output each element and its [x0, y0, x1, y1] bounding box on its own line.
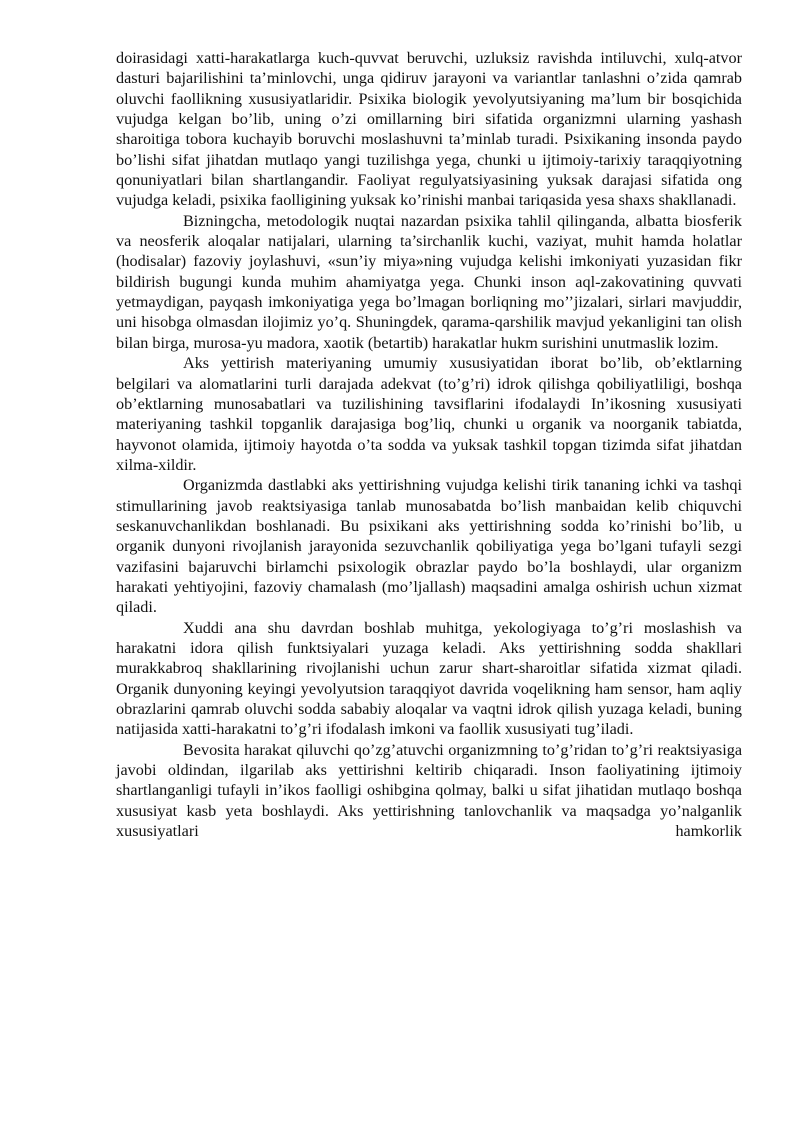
paragraph-aks-yettirish: Aks yettirish materiyaning umumiy xususiyatidan iborat bo’lib, ob’ektlarning belgilari va alomatlarini turli darajada adekvat (to’g’ri) idrok qilishga qobiliyatliligi, boshqa ob’ektlarning munosabatlari va tuzilishining tavsiflarini ifodalaydi In’ikosning xususiyati materiyaning tashkil topganlik darajasiga bog’liq, chunki u organik va noorganik tabiatda, hayvonot olamida, ijtimoiy hayotda o’ta sodda va yuksak tashkil topgan tizimda sifat jihatdan xilma-xildir.	[116, 354, 742, 474]
paragraph-psixika-tahlili: Bizningcha, metodologik nuqtai nazardan psixika tahlil qilinganda, albatta biosferik va neosferik aloqalar natijalari, ularning ta’sirchanlik kuchi, vaziyat, muhit hamda holatlar (hodisalar) fazoviy joylashuvi, «sun’iy miya»ning vujudga kelishi imkoniyati yuzasidan fikr bildirish bugungi kunda muhim ahamiyatga yega. Chunki inson aql-zakovatining quvvati yetmaydigan, payqash imkoniyatiga yega bo’lmagan borliqning mo’’jizalari, sirlari mavjuddir, uni hisobga olmasdan ilojimiz yo’q. Shuningdek, qarama-qarshilik mavjud yekanligini tan olish bilan birga, murosa-yu madora, xaotik (betartib) harakatlar hukm surishini unutmaslik lozim.	[116, 211, 742, 352]
paragraph-continued: doirasidagi xatti-harakatlarga kuch-quvvat beruvchi, uzluksiz ravishda intiluvchi, xulq-atvor dasturi bajarilishini ta’minlovchi, unga qidiruv jarayoni va variantlar tanlashni o’zida qamrab oluvchi faollikning xususiyatlaridir. Psixika biologik yevolyutsiyaning ma’lum bir bosqichida vujudga kelgan bo’lib, uning o’zi omillarning biri sifatida organizmni ularning yashash sharoitiga tobora kuchayib boruvchi moslashuvni ta’minlab turadi. Psixikaning insonda paydo bo’lishi sifat jihatdan mutlaqo yangi tuzilishga yega, chunki u ijtimoiy-tarixiy taraqqiyotning qonuniyatlari bilan shartlangandir. Faoliyat regulyatsiyasining yuksak darajasi sifatida ong vujudga keladi, psixika faolligining yuksak ko’rinishi manbai tariqasida yesa shaxs shakllanadi.	[116, 49, 742, 210]
paragraph-bevosita-harakat: Bevosita harakat qiluvchi qo’zg’atuvchi organizmning to’g’ridan to’g’ri reaktsiyasiga javobi oldindan, ilgarilab aks yettirishni keltirib chiqaradi. Inson faoliyatining ijtimoiy shartlanganligi tufayli in’ikos faolligi oshibgina qolmay, balki u sifat jihatidan mutlaqo boshqa xususiyat kasb yeta boshlaydi. Aks yettirishning tanlovchanlik va maqsadga yo’nalganlik xususiyatlari hamkorlik	[116, 740, 742, 841]
document-page	[116, 48, 742, 841]
paragraph-organizmda-aks-yettirish: Organizmda dastlabki aks yettirishning vujudga kelishi tirik tananing ichki va tashqi stimullarining javob reaktsiyasiga tanlab munosabatda bo’lish manbaidan kelib chiquvchi seskanuvchanlikdan boshlanadi. Bu psixikani aks yettirishning sodda ko’rinishi bo’lib, u organik dunyoni rivojlanish jarayonida sezuvchanlik qobiliyatiga yega bo’lgani tufayli sezgi vazifasini bajaruvchi birlamchi psixologik obrazlar paydo bo’la boshlaydi, ular organizm harakati yehtiyojini, fazoviy chamalash (mo’ljallash) maqsadini amalga oshirish uchun xizmat qiladi.	[116, 476, 742, 617]
paragraph-muhitga-moslashish: Xuddi ana shu davrdan boshlab muhitga, yekologiyaga to’g’ri moslashish va harakatni idora qilish funktsiyalari yuzaga keladi. Aks yettirishning sodda shakllari murakkabroq shakllarining rivojlanishi uchun zarur shart-sharoitlar sifatida xizmat qiladi. Organik dunyoning keyingi yevolyutsion taraqqiyot davrida voqelikning ham sensor, ham aqliy obrazlarini qamrab oluvchi sodda sababiy aloqalar va vaqtni idrok qilish yuzaga keladi, buning natijasida xatti-harakatni to’g’ri ifodalash imkoni va faollik xususiyati tug’iladi.	[116, 618, 742, 739]
